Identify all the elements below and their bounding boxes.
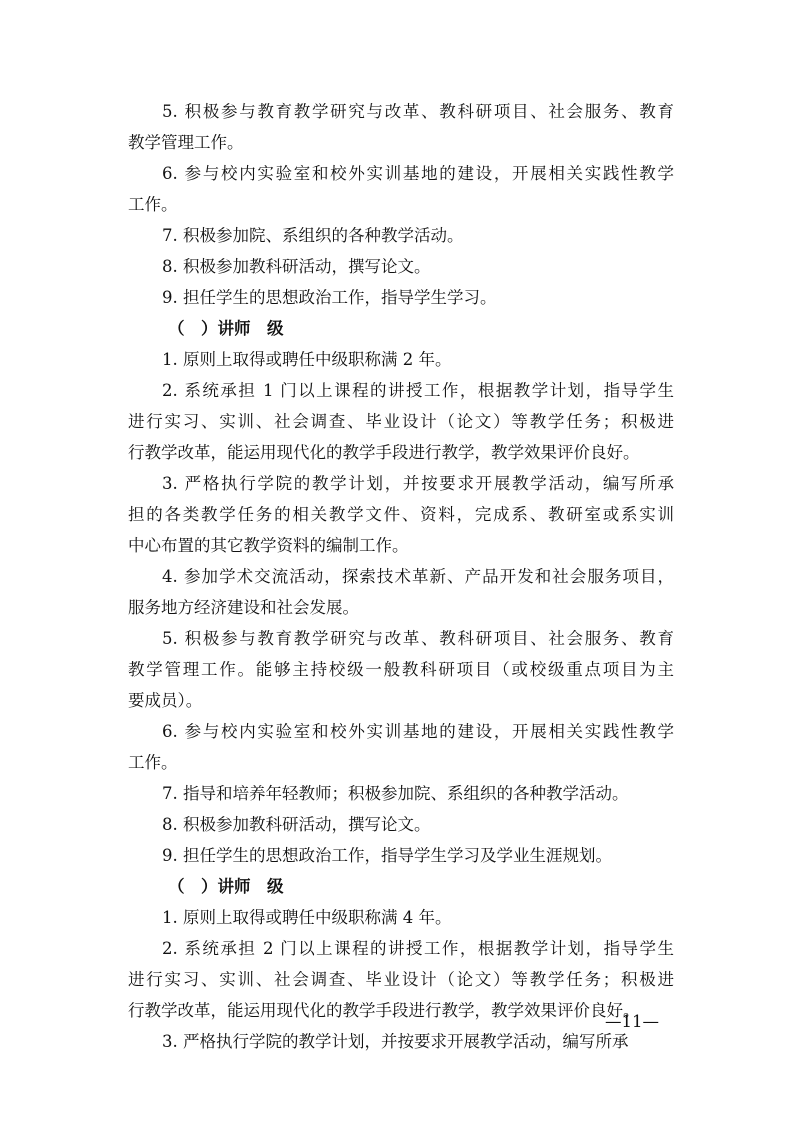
- section-heading: （ ）讲师 级: [168, 877, 284, 896]
- paragraph: [128, 282, 674, 313]
- paragraph-line: 8. 积极参加教科研活动，撰写论文。: [162, 257, 431, 276]
- paragraph-line: 4. 参加学术交流活动，探索技术革新、产品开发和社会服务项目，: [162, 567, 674, 586]
- paragraph-line: 9. 担任学生的思想政治工作，指导学生学习及学业生涯规划。: [162, 846, 612, 865]
- paragraph-line: 工作。: [128, 195, 178, 214]
- paragraph-line: 行教学改革，能运用现代化的教学手段进行教学，教学效果评价良好。: [128, 443, 640, 462]
- paragraph-line: 行教学改革，能运用现代化的教学手段进行教学，教学效果评价良好。: [128, 1001, 640, 1020]
- paragraph-line: 6. 参与校内实验室和校外实训基地的建设，开展相关实践性教学: [162, 164, 674, 183]
- paragraph-line: 5. 积极参与教育教学研究与改革、教科研项目、社会服务、教育: [162, 629, 674, 648]
- paragraph-line: 1. 原则上取得或聘任中级职称满 4 年。: [162, 908, 452, 927]
- paragraph-line: 6. 参与校内实验室和校外实训基地的建设，开展相关实践性教学: [162, 722, 674, 741]
- page-number: —11—: [605, 1012, 659, 1031]
- paragraph-line: 7. 指导和培养年轻教师；积极参加院、系组织的各种教学活动。: [162, 784, 629, 803]
- paragraph-line: 服务地方经济建设和社会发展。: [128, 598, 359, 617]
- paragraph-line: 2. 系统承担 2 门以上课程的讲授工作，根据教学计划，指导学生: [162, 939, 674, 958]
- paragraph: [128, 468, 674, 561]
- paragraph-line: 8. 积极参加教科研活动，撰写论文。: [162, 815, 431, 834]
- paragraph-line: 9. 担任学生的思想政治工作，指导学生学习。: [162, 288, 497, 307]
- paragraph: [128, 344, 674, 375]
- document-body: [128, 96, 674, 1057]
- paragraph-line: 1. 原则上取得或聘任中级职称满 2 年。: [162, 350, 452, 369]
- paragraph: [128, 220, 674, 251]
- paragraph-line: 5. 积极参与教育教学研究与改革、教科研项目、社会服务、教育: [162, 102, 674, 121]
- paragraph: [128, 778, 674, 809]
- paragraph: [128, 716, 674, 778]
- paragraph-line: 担的各类教学任务的相关教学文件、资料，完成系、教研室或系实训: [128, 505, 674, 524]
- paragraph: [128, 840, 674, 871]
- paragraph-line: 工作。: [128, 753, 178, 772]
- paragraph: [128, 96, 674, 158]
- paragraph: [128, 251, 674, 282]
- paragraph: [128, 623, 674, 716]
- paragraph: [128, 902, 674, 933]
- paragraph: [128, 809, 674, 840]
- paragraph-line: 教学管理工作。: [128, 133, 244, 152]
- section-heading: （ ）讲师 级: [168, 319, 284, 338]
- paragraph-line: 3. 严格执行学院的教学计划，并按要求开展教学活动，编写所承: [162, 474, 674, 493]
- paragraph-line: 进行实习、实训、社会调查、毕业设计（论文）等教学任务；积极进: [128, 412, 674, 431]
- paragraph: [128, 1026, 674, 1057]
- paragraph-line: 3. 严格执行学院的教学计划，并按要求开展教学活动，编写所承: [162, 1032, 629, 1051]
- paragraph: [128, 375, 674, 468]
- paragraph-line: 7. 积极参加院、系组织的各种教学活动。: [162, 226, 464, 245]
- paragraph-line: 教学管理工作。能够主持校级一般教科研项目（或校级重点项目为主: [128, 660, 674, 679]
- paragraph-line: 进行实习、实训、社会调查、毕业设计（论文）等教学任务；积极进: [128, 970, 674, 989]
- paragraph-line: 要成员）。: [128, 691, 203, 710]
- paragraph: [128, 933, 674, 1026]
- paragraph: [128, 561, 674, 623]
- paragraph-line: 中心布置的其它教学资料的编制工作。: [128, 536, 409, 555]
- paragraph: [128, 158, 674, 220]
- paragraph-line: 2. 系统承担 1 门以上课程的讲授工作，根据教学计划，指导学生: [162, 381, 674, 400]
